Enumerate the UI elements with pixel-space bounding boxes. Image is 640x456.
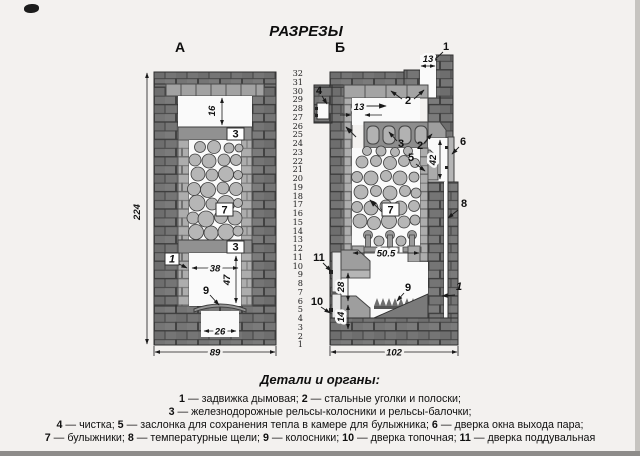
scale-row-4: 4 (297, 313, 303, 323)
scale-row-28: 28 (292, 103, 303, 113)
scale-row-25: 25 (292, 129, 303, 140)
scale-row-29: 29 (292, 94, 303, 105)
legend-line: 1 — задвижка дымовая; 2 — стальные уголки и полоски; (179, 393, 461, 405)
scale-row-9: 9 (297, 269, 303, 280)
callout-7-b: 7 (387, 204, 394, 217)
scale-row-3: 3 (297, 321, 303, 332)
scale-row-14: 14 (292, 225, 303, 236)
dim-28: 28 (336, 281, 347, 293)
callout-2-first: 2 (404, 95, 412, 107)
scale-row-1: 1 (297, 339, 303, 350)
callout-1-a: 1 (168, 253, 176, 266)
dim-42: 42 (428, 154, 439, 166)
scale-row-24: 24 (292, 138, 303, 148)
scale-row-10: 10 (292, 260, 303, 271)
page-edge-bottom (0, 451, 640, 456)
temperature-gap (444, 182, 448, 318)
scale-row-2: 2 (297, 330, 303, 341)
steam-door (448, 137, 454, 183)
dim-13-flue: 13 (422, 54, 434, 65)
scale-row-7: 7 (297, 286, 303, 297)
steel-angle-course (344, 85, 428, 98)
callout-6: 6 (459, 136, 467, 148)
callout-2-second: 2 (416, 140, 424, 152)
callout-1-top: 1 (442, 41, 450, 53)
lining-b-right (420, 148, 428, 262)
dim-47: 47 (222, 274, 233, 286)
dim-38: 38 (209, 263, 221, 275)
legend-line: 4 — чистка; 5 — заслонка для сохранения тепла в камере для булыжника; 6 — дверка окна выхода пара; (56, 419, 584, 431)
dim-13-gap: 13 (353, 102, 365, 113)
scale-row-19: 19 (292, 181, 303, 192)
dim-50-5: 50.5 (376, 248, 396, 260)
legend (0, 372, 640, 445)
callout-3-top: 3 (232, 128, 239, 141)
callout-1-right: 1 (455, 281, 463, 293)
legend-line: 3 — железнодорожные рельсы-колосники и рельсы-балочки; (168, 406, 472, 418)
scale-row-17: 17 (292, 199, 303, 210)
callout-9-a: 9 (202, 285, 210, 297)
scale-row-13: 13 (292, 234, 303, 245)
scale-row-31: 31 (292, 76, 303, 87)
base-b (330, 318, 458, 345)
brick-course-scale (277, 69, 303, 349)
scale-row-23: 23 (292, 146, 303, 157)
callout-5: 5 (407, 152, 415, 164)
dim-89: 89 (209, 347, 221, 359)
legend-line: 7 — булыжники; 8 — температурные щели; 9 — колосники; 10 — дверка топочная; 11 — дверка поддувальная (44, 432, 596, 444)
callout-7-a: 7 (221, 204, 228, 217)
dim-26: 26 (214, 326, 226, 338)
legend-heading: Детали и органы: (260, 372, 380, 387)
scale-row-22: 22 (292, 155, 303, 166)
section-b-drawing (311, 41, 467, 359)
lining-left (178, 140, 189, 253)
callout-3-bottom: 3 (232, 241, 239, 254)
diagram-title: РАЗРЕЗЫ (269, 23, 343, 40)
scale-row-18: 18 (292, 190, 303, 201)
scale-row-21: 21 (292, 164, 303, 175)
scale-row-27: 27 (292, 111, 303, 122)
lining-b-left (344, 98, 352, 262)
scale-row-6: 6 (297, 295, 303, 306)
section-b-label: Б (334, 39, 346, 55)
top-plate-course (166, 84, 264, 96)
section-a-label: А (174, 39, 186, 55)
scale-row-26: 26 (292, 120, 303, 131)
dim-102: 102 (386, 347, 402, 359)
scale-row-12: 12 (292, 243, 303, 253)
firebox-a (189, 253, 241, 306)
callout-9-b: 9 (404, 282, 412, 294)
callout-8: 8 (460, 198, 468, 210)
section-a-drawing (132, 72, 276, 359)
scale-row-32: 32 (292, 68, 303, 78)
scale-row-16: 16 (292, 208, 303, 218)
scale-row-20: 20 (292, 173, 303, 183)
dim-16: 16 (207, 105, 218, 117)
callout-10: 10 (310, 296, 324, 308)
scale-row-15: 15 (292, 216, 303, 227)
callout-4: 4 (315, 85, 323, 97)
callout-11: 11 (313, 252, 325, 264)
lining-right (241, 140, 252, 253)
callout-3-b: 3 (397, 138, 405, 150)
scale-row-30: 30 (292, 85, 303, 96)
scale-row-5: 5 (297, 304, 303, 315)
scale-row-11: 11 (292, 251, 303, 262)
legend-lines (0, 393, 640, 445)
dim-14: 14 (336, 311, 347, 323)
scale-row-8: 8 (297, 278, 303, 288)
dim-224: 224 (132, 204, 143, 220)
